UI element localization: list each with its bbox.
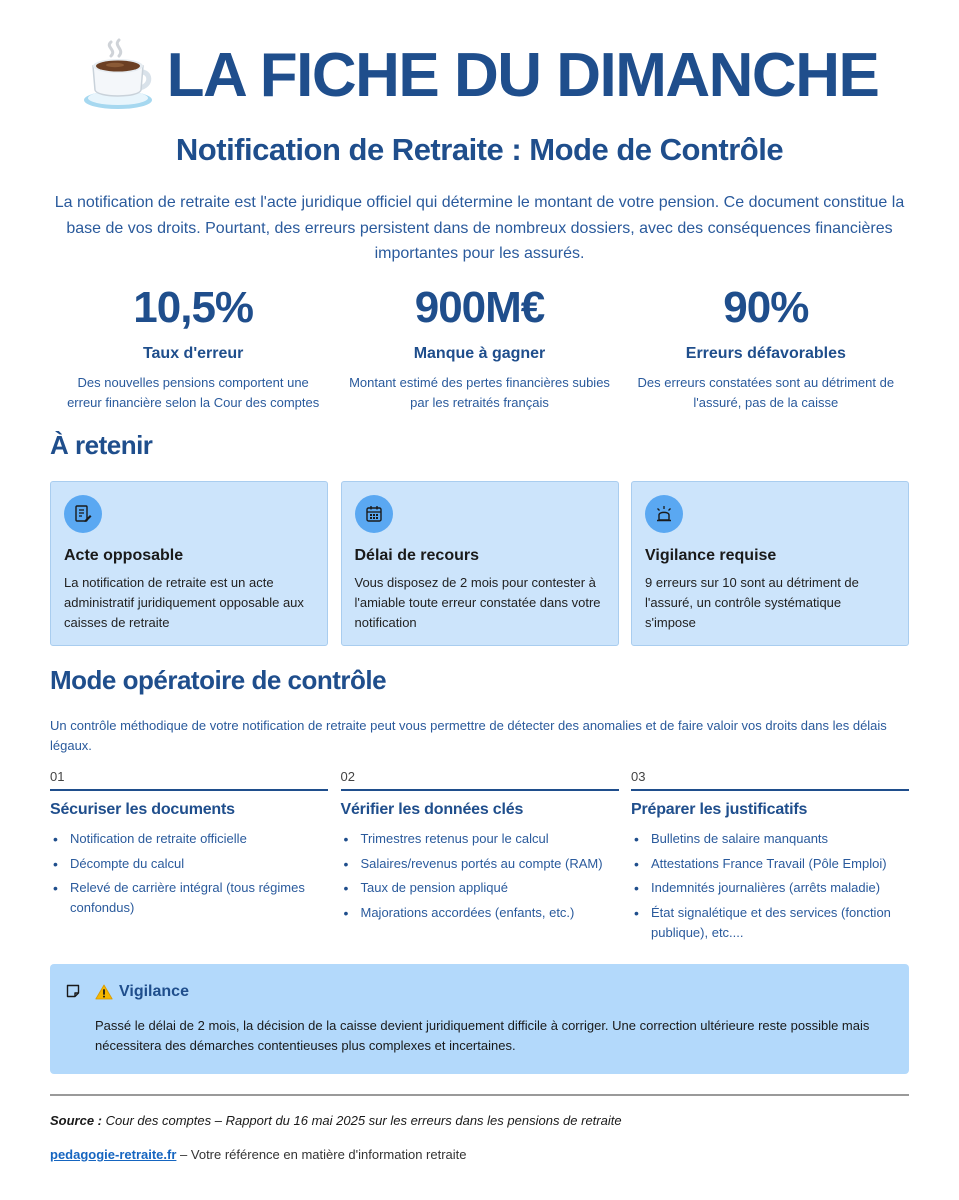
page-header	[0, 30, 959, 120]
stat-error-rate	[50, 280, 336, 413]
mode-intro: Un contrôle méthodique de votre notification de retraite peut vous permettre de détecter des anomalies et de faire valoir vos droits dans les délais légaux.	[50, 718, 887, 753]
stat-shortfall	[336, 280, 622, 413]
list-item: • Bulletins de salaire manquants	[631, 829, 909, 849]
card-delai-recours	[341, 481, 619, 646]
stat-description: Montant estimé des pertes financières subies par les retraités français	[349, 375, 610, 410]
list-item: • Notification de retraite officielle	[50, 829, 328, 849]
stat-label: Taux d'erreur	[142, 345, 244, 362]
vigilance-title	[95, 983, 189, 1001]
step-list	[50, 829, 328, 918]
source-line	[50, 1113, 622, 1128]
stat-label: Manque à gagner	[413, 345, 546, 362]
list-item: • État signalétique et des services (fonction publique), etc....	[631, 903, 909, 943]
card-text: La notification de retraite est un acte administratif juridiquement opposable aux caisses de retraite	[64, 575, 304, 630]
step-2	[341, 769, 619, 947]
card-title: Délai de recours	[354, 547, 479, 564]
card-text: 9 erreurs sur 10 sont au détriment de l'assuré, un contrôle systématique s'impose	[645, 575, 859, 630]
alarm-bell-icon	[645, 495, 683, 533]
card-title: Vigilance requise	[645, 547, 777, 564]
list-item: • Indemnités journalières (arrêts maladie)	[631, 878, 909, 898]
step-number: 02	[341, 769, 619, 791]
stat-label: Erreurs défavorables	[685, 345, 846, 362]
stat-value: 900M€	[414, 283, 545, 332]
stat-value: 10,5%	[133, 283, 254, 332]
key-points-cards	[50, 481, 909, 646]
vigilance-callout	[50, 964, 909, 1074]
step-number: 03	[631, 769, 909, 791]
vigilance-text: Passé le délai de 2 mois, la décision de la caisse devient juridiquement difficile à corriger. Une correction ultérieure reste possible mais nécessitera des démarches contentieuses plus complexes et incertaines.	[95, 1018, 870, 1053]
note-icon	[65, 983, 81, 999]
vigilance-title-text: Vigilance	[119, 983, 189, 1000]
source-label: Source :	[50, 1113, 103, 1128]
card-title: Acte opposable	[64, 547, 184, 564]
section-title-mode: Mode opératoire de contrôle	[50, 665, 387, 695]
stats-row	[50, 280, 909, 413]
source-text: Cour des comptes – Rapport du 16 mai 2025 sur les erreurs dans les pensions de retraite	[105, 1113, 622, 1128]
step-1	[50, 769, 328, 947]
card-text: Vous disposez de 2 mois pour contester à l'amiable toute erreur constatée dans votre notification	[354, 575, 601, 630]
document-signature-icon	[64, 495, 102, 533]
list-item: • Relevé de carrière intégral (tous régimes confondus)	[50, 878, 328, 918]
page-title: LA FICHE DU DIMANCHE	[166, 40, 879, 110]
intro-paragraph: La notification de retraite est l'acte juridique officiel qui détermine le montant de votre pension. Ce document constitue la base de vos droits. Pourtant, des erreurs persistent dans de nombreux dossiers, avec des conséquences financières importantes pour les assurés.	[54, 194, 905, 262]
list-item: • Taux de pension appliqué	[341, 878, 619, 898]
stat-unfavorable-errors	[623, 280, 909, 413]
step-list	[341, 829, 619, 923]
step-3	[631, 769, 909, 947]
step-title: Sécuriser les documents	[50, 801, 235, 818]
warning-icon	[95, 984, 113, 1000]
step-title: Vérifier les données clés	[340, 801, 524, 818]
list-item: • Salaires/revenus portés au compte (RAM)	[341, 854, 619, 874]
card-vigilance-requise	[631, 481, 909, 646]
footer-divider	[50, 1094, 909, 1096]
step-number: 01	[50, 769, 328, 791]
list-item: • Majorations accordées (enfants, etc.)	[341, 903, 619, 923]
control-steps	[50, 769, 909, 947]
page-subtitle: Notification de Retraite : Mode de Contrôle	[175, 132, 784, 167]
stat-description: Des erreurs constatées sont au détriment de l'assuré, pas de la caisse	[637, 375, 895, 410]
website-link[interactable]: pedagogie-retraite.fr	[50, 1147, 177, 1162]
calendar-icon	[355, 495, 393, 533]
step-list	[631, 829, 909, 943]
list-item: • Attestations France Travail (Pôle Emploi)	[631, 854, 909, 874]
step-title: Préparer les justificatifs	[631, 801, 808, 818]
stat-description: Des nouvelles pensions comportent une erreur financière selon la Cour des comptes	[67, 375, 320, 410]
footer	[50, 1147, 467, 1162]
list-item: • Décompte du calcul	[50, 854, 328, 874]
footer-tagline: – Votre référence en matière d'information retraite	[180, 1147, 467, 1162]
stat-value: 90%	[723, 283, 809, 332]
card-acte-opposable	[50, 481, 328, 646]
list-item: • Trimestres retenus pour le calcul	[341, 829, 619, 849]
section-title-retenir: À retenir	[50, 430, 153, 460]
coffee-cup-icon	[81, 38, 155, 112]
